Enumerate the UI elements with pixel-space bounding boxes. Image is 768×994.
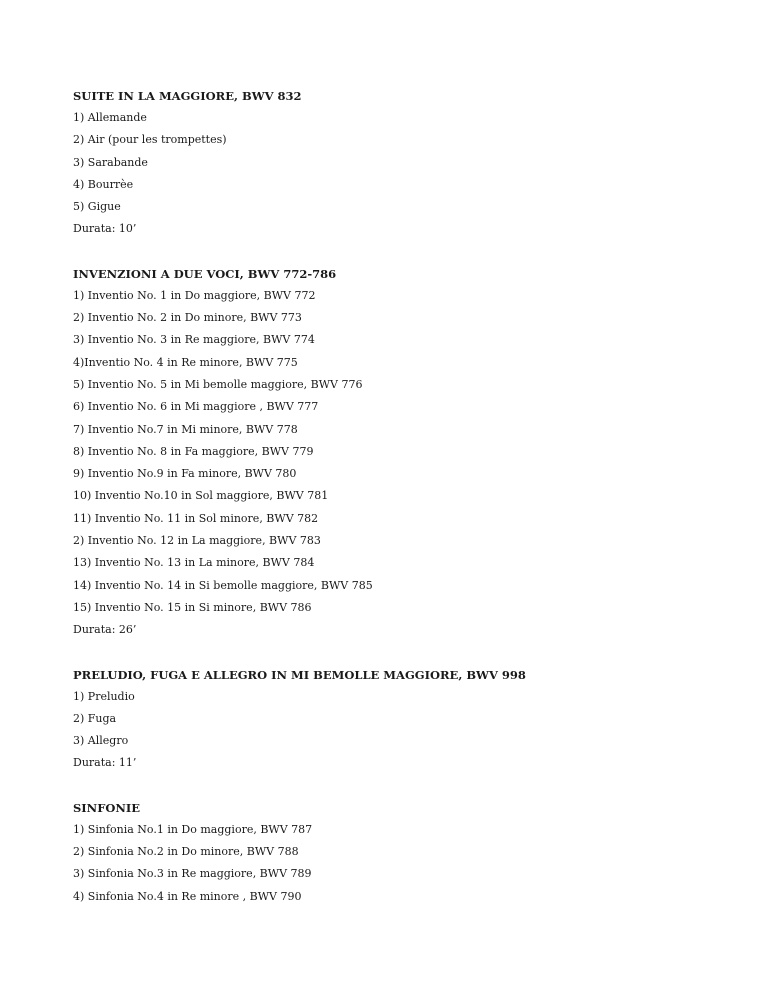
list-item: 9) Inventio No.9 in Fa minore, BWV 780 bbox=[73, 467, 297, 481]
list-item: 2) Inventio No. 12 in La maggiore, BWV 783 bbox=[73, 534, 321, 548]
list-item: 15) Inventio No. 15 in Si minore, BWV 786 bbox=[73, 600, 312, 614]
list-item: 1) Sinfonia No.1 in Do maggiore, BWV 787 bbox=[73, 822, 313, 836]
list-item: 14) Inventio No. 14 in Si bemolle maggiore, BWV 785 bbox=[73, 578, 373, 592]
list-item: 2) Air (pour les trompettes) bbox=[73, 133, 227, 147]
list-item: 4) Sinfonia No.4 in Re minore , BWV 790 bbox=[73, 889, 302, 903]
list-item: 13) Inventio No. 13 in La minore, BWV 784 bbox=[73, 556, 315, 570]
section-title: SUITE IN LA MAGGIORE, BWV 832 bbox=[73, 89, 302, 103]
list-item: 5) Gigue bbox=[73, 200, 121, 214]
list-item: 1) Preludio bbox=[73, 689, 135, 703]
list-item: 3) Inventio No. 3 in Re maggiore, BWV 774 bbox=[73, 333, 315, 347]
section-sinfonie bbox=[73, 797, 733, 908]
duration-text: Durata: 10’ bbox=[73, 222, 137, 236]
list-item: 5) Inventio No. 5 in Mi bemolle maggiore, BWV 776 bbox=[73, 377, 363, 391]
list-item: 11) Inventio No. 11 in Sol minore, BWV 782 bbox=[73, 511, 319, 525]
section-title: INVENZIONI A DUE VOCI, BWV 772-786 bbox=[73, 266, 337, 281]
list-item: 2) Inventio No. 2 in Do minore, BWV 773 bbox=[73, 311, 302, 325]
list-item: 1) Allemande bbox=[73, 111, 147, 124]
list-item: 2) Fuga bbox=[73, 711, 117, 725]
section-suite-bwv-832 bbox=[73, 85, 733, 241]
document-page bbox=[73, 85, 733, 930]
item-list bbox=[73, 107, 733, 218]
section-title: SINFONIE bbox=[73, 800, 141, 815]
item-list bbox=[73, 819, 733, 908]
item-list bbox=[73, 686, 733, 753]
list-item: 6) Inventio No. 6 in Mi maggiore , BWV 777 bbox=[73, 400, 319, 414]
list-item: 3) Allegro bbox=[73, 734, 129, 748]
duration-text: Durata: 26’ bbox=[73, 623, 137, 637]
list-item: 4) Bourrèe bbox=[73, 177, 134, 191]
list-item: 8) Inventio No. 8 in Fa maggiore, BWV 779 bbox=[73, 444, 314, 458]
list-item: 3) Sarabande bbox=[73, 155, 148, 169]
duration-text: Durata: 11’ bbox=[73, 756, 137, 770]
item-list bbox=[73, 285, 733, 619]
section-preludio-bwv-998 bbox=[73, 664, 733, 775]
section-invenzioni bbox=[73, 263, 733, 642]
list-item: 1) Inventio No. 1 in Do maggiore, BWV 772 bbox=[73, 288, 316, 302]
section-title: PRELUDIO, FUGA E ALLEGRO IN MI BEMOLLE MAGGIORE, BWV 998 bbox=[73, 667, 526, 682]
list-item: 3) Sinfonia No.3 in Re maggiore, BWV 789 bbox=[73, 867, 312, 881]
list-item: 2) Sinfonia No.2 in Do minore, BWV 788 bbox=[73, 845, 299, 859]
list-item: 4)Inventio No. 4 in Re minore, BWV 775 bbox=[73, 355, 298, 369]
list-item: 10) Inventio No.10 in Sol maggiore, BWV 781 bbox=[73, 489, 329, 503]
list-item: 7) Inventio No.7 in Mi minore, BWV 778 bbox=[73, 422, 298, 436]
